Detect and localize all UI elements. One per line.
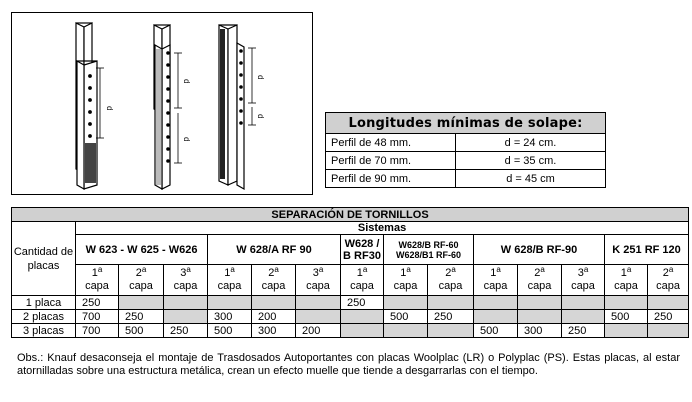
spacing-cell (428, 324, 474, 338)
stud-2 (154, 25, 182, 189)
spacing-cell (164, 310, 208, 324)
capa-header: 3$^a$ capa (164, 265, 208, 296)
spacing-cell (208, 296, 252, 310)
capa-header: 1$^a$ capa (341, 265, 384, 296)
system-name: W628/B RF-60 W628/B1 RF-60 (384, 235, 474, 265)
studs-drawing (12, 13, 314, 196)
overlap-perfil: Perfil de 70 mm. (326, 152, 456, 170)
row-1-placa (12, 296, 689, 310)
spacing-cell: 250 (164, 324, 208, 338)
spacing-cell: 500 (208, 324, 252, 338)
capa-header: 1$^a$ capa (76, 265, 119, 296)
dim-label-2: d (182, 79, 191, 84)
dim-label-1: d (105, 106, 114, 111)
spacing-cell: 300 (252, 324, 296, 338)
system-name: W628 / B RF30 (341, 235, 384, 265)
overlap-perfil: Perfil de 48 mm. (326, 134, 456, 152)
overlap-d: d = 35 cm. (456, 152, 606, 170)
capa-header: 2$^a$ capa (119, 265, 164, 296)
spacing-cell: 500 (474, 324, 518, 338)
capa-header: 1$^a$ capa (384, 265, 428, 296)
spacing-cell (384, 324, 428, 338)
overlap-d: d = 45 cm (456, 170, 606, 188)
spacing-cell (518, 310, 562, 324)
spacing-cell: 200 (252, 310, 296, 324)
spacing-cell (605, 296, 648, 310)
row-label: 1 placa (12, 296, 76, 310)
screw-spacing-table (11, 207, 689, 338)
capa-header: 1$^a$ capa (474, 265, 518, 296)
stud-1 (76, 23, 104, 189)
row-3-placas (12, 324, 689, 338)
spacing-cell: 500 (605, 310, 648, 324)
spacing-cell (119, 296, 164, 310)
spacing-cell: 700 (76, 310, 119, 324)
system-name: W 628/B RF-90 (474, 235, 605, 265)
spacing-cell: 250 (428, 310, 474, 324)
overlap-row (326, 152, 606, 170)
quantity-header: Cantidad de placas (12, 222, 76, 296)
spacing-cell (605, 324, 648, 338)
capa-header: 1$^a$ capa (605, 265, 648, 296)
overlap-d: d = 24 cm. (456, 134, 606, 152)
spacing-cell (648, 324, 689, 338)
spacing-cell: 250 (341, 296, 384, 310)
overlap-row (326, 170, 606, 188)
spacing-cell: 500 (119, 324, 164, 338)
spacing-cell: 300 (208, 310, 252, 324)
capa-header: 2$^a$ capa (428, 265, 474, 296)
overlap-row (326, 134, 606, 152)
system-name: W 628/A RF 90 (208, 235, 341, 265)
spacing-cell: 250 (648, 310, 689, 324)
capa-header: 3$^a$ capa (296, 265, 341, 296)
overlap-illustration (11, 12, 313, 195)
spacing-cell: 500 (384, 310, 428, 324)
capa-header: 3$^a$ capa (562, 265, 605, 296)
system-name: W 623 - W 625 - W626 (76, 235, 208, 265)
spacing-cell: 250 (119, 310, 164, 324)
spacing-cell (384, 296, 428, 310)
systems-header: Sistemas (76, 222, 689, 235)
spacing-cell: 250 (76, 296, 119, 310)
spacing-cell (518, 296, 562, 310)
row-label: 3 placas (12, 324, 76, 338)
row-label: 2 placas (12, 310, 76, 324)
spacing-cell (474, 296, 518, 310)
spacing-cell (296, 310, 341, 324)
spacing-cell (562, 310, 605, 324)
overlap-perfil: Perfil de 90 mm. (326, 170, 456, 188)
dim-label-4: d (256, 75, 265, 80)
capa-header: 2$^a$ capa (518, 265, 562, 296)
dim-label-5: d (256, 114, 265, 119)
capa-header: 1$^a$ capa (208, 265, 252, 296)
system-name: K 251 RF 120 (605, 235, 689, 265)
table-title: SEPARACIÓN DE TORNILLOS (12, 208, 689, 222)
spacing-cell (562, 296, 605, 310)
spacing-cell (164, 296, 208, 310)
stud-3 (219, 25, 256, 189)
observation-note: Obs.: Knauf desaconseja el montaje de Trasdosados Autoportantes con placas Woolplac (LR) o Polyplac (PS). Estas placas, al estar atornilladas sobre una estructura metálica, crean un efecto muelle que tiende a desgarrarlas con el tiempo. (17, 352, 680, 377)
dim-label-3: d (182, 137, 191, 142)
capa-header: 2$^a$ capa (252, 265, 296, 296)
overlap-table (325, 112, 606, 188)
spacing-cell (648, 296, 689, 310)
spacing-cell (296, 296, 341, 310)
spacing-cell (428, 296, 474, 310)
overlap-title: Longitudes mínimas de solape: (326, 113, 606, 134)
spacing-cell (341, 324, 384, 338)
spacing-cell: 300 (518, 324, 562, 338)
capa-header: 2$^a$ capa (648, 265, 689, 296)
spacing-cell: 250 (562, 324, 605, 338)
spacing-cell (341, 310, 384, 324)
spacing-cell (474, 310, 518, 324)
spacing-cell: 700 (76, 324, 119, 338)
spacing-cell (252, 296, 296, 310)
spacing-cell: 200 (296, 324, 341, 338)
row-2-placas (12, 310, 689, 324)
